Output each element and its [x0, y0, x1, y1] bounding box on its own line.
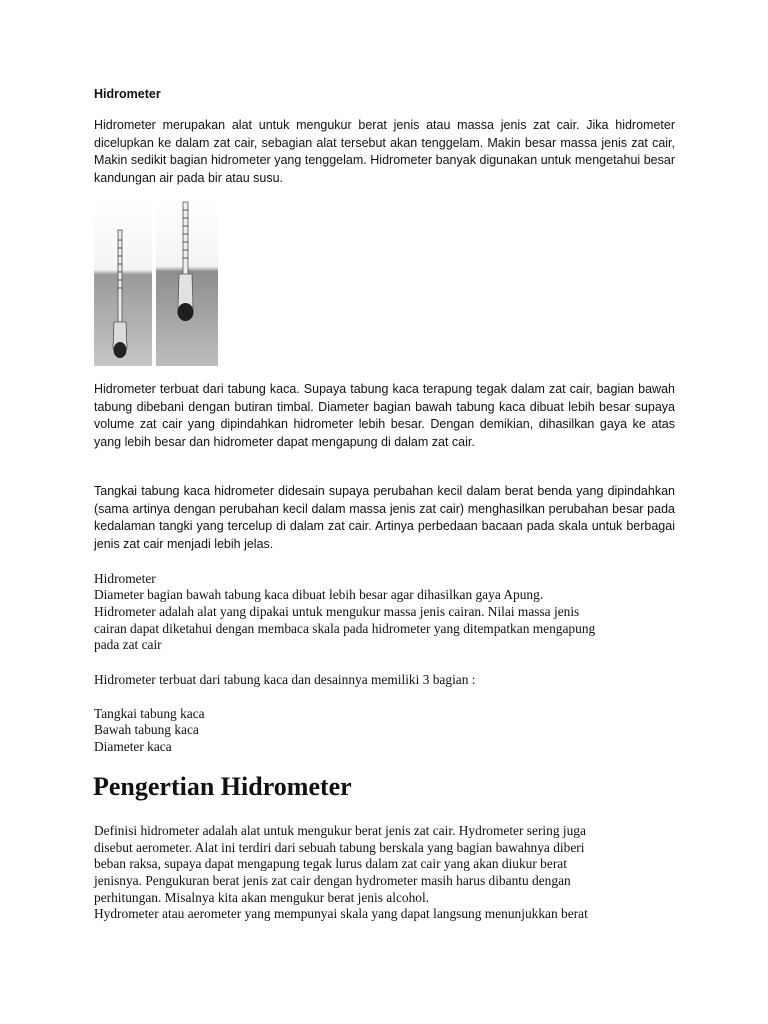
hydrometer-photo	[94, 200, 218, 366]
definition-line: perhitungan. Misalnya kita akan mengukur berat jenis alcohol.	[94, 890, 430, 905]
parts-intro: Hidrometer terbuat dari tabung kaca dan desainnya memiliki 3 bagian :	[94, 672, 476, 687]
intro-paragraph: Hidrometer merupakan alat untuk mengukur berat jenis atau massa jenis zat cair. Jika hidrometer dicelupkan ke dalam zat cair, sebagian alat tersebut akan tenggelam. Makin besar massa jenis zat cair, Makin sedikit bagian hidrometer yang tenggelam. Hidrometer banyak digunakan untuk mengetahui besar kandungan air pada bir atau susu.	[94, 118, 675, 185]
serif-block-title: Hidrometer	[94, 571, 156, 586]
parts-list-item: Bawah tabung kaca	[94, 722, 199, 737]
serif-line: Diameter bagian bawah tabung kaca dibuat lebih besar agar dihasilkan gaya Apung.	[94, 587, 544, 602]
construction-paragraph: Hidrometer terbuat dari tabung kaca. Supaya tabung kaca terapung tegak dalam zat cair, bagian bawah tabung dibebani dengan butiran timbal. Diameter bagian bawah tabung kaca dibuat lebih besar supaya volume zat cair yang dipindahkan hidrometer lebih besar. Dengan demikian, dihasilkan gaya ke atas yang lebih besar dan hidrometer dapat mengapung di dalam zat cair.	[94, 382, 675, 449]
definition-line: beban raksa, supaya dapat mengapung tegak lurus dalam zat cair yang akan diukur berat	[94, 856, 567, 871]
definition-line: disebut aerometer. Alat ini terdiri dari sebuah tabung berskala yang bagian bawahnya diberi	[94, 840, 585, 855]
serif-line: Hidrometer adalah alat yang dipakai untuk mengukur massa jenis cairan. Nilai massa jenis	[94, 604, 580, 619]
section-title-hidrometer: Hidrometer	[94, 87, 161, 101]
serif-line: cairan dapat diketahui dengan membaca skala pada hidrometer yang ditempatkan mengapung	[94, 621, 596, 636]
stem-design-paragraph: Tangkai tabung kaca hidrometer didesain supaya perubahan kecil dalam berat benda yang dipindahkan (sama artinya dengan perubahan kecil dalam massa jenis zat cair) menghasilkan perubahan besar pada kedalaman tangki yang tercelup di dalam zat cair. Artinya perbedaan bacaan pada skala untuk berbagai jenis zat cair menjadi lebih jelas.	[94, 484, 675, 551]
definition-line: jenisnya. Pengukuran berat jenis zat cair dengan hydrometer masih harus dibantu dengan	[94, 873, 571, 888]
parts-list-item: Diameter kaca	[94, 739, 172, 754]
parts-list-item: Tangkai tabung kaca	[94, 706, 205, 721]
definition-line: Definisi hidrometer adalah alat untuk mengukur berat jenis zat cair. Hydrometer sering juga	[94, 823, 586, 838]
definition-line: Hydrometer atau aerometer yang mempunyai skala yang dapat langsung menunjukkan berat	[94, 906, 588, 921]
serif-line: pada zat cair	[94, 637, 162, 652]
section-heading-pengertian: Pengertian Hidrometer	[93, 772, 352, 801]
